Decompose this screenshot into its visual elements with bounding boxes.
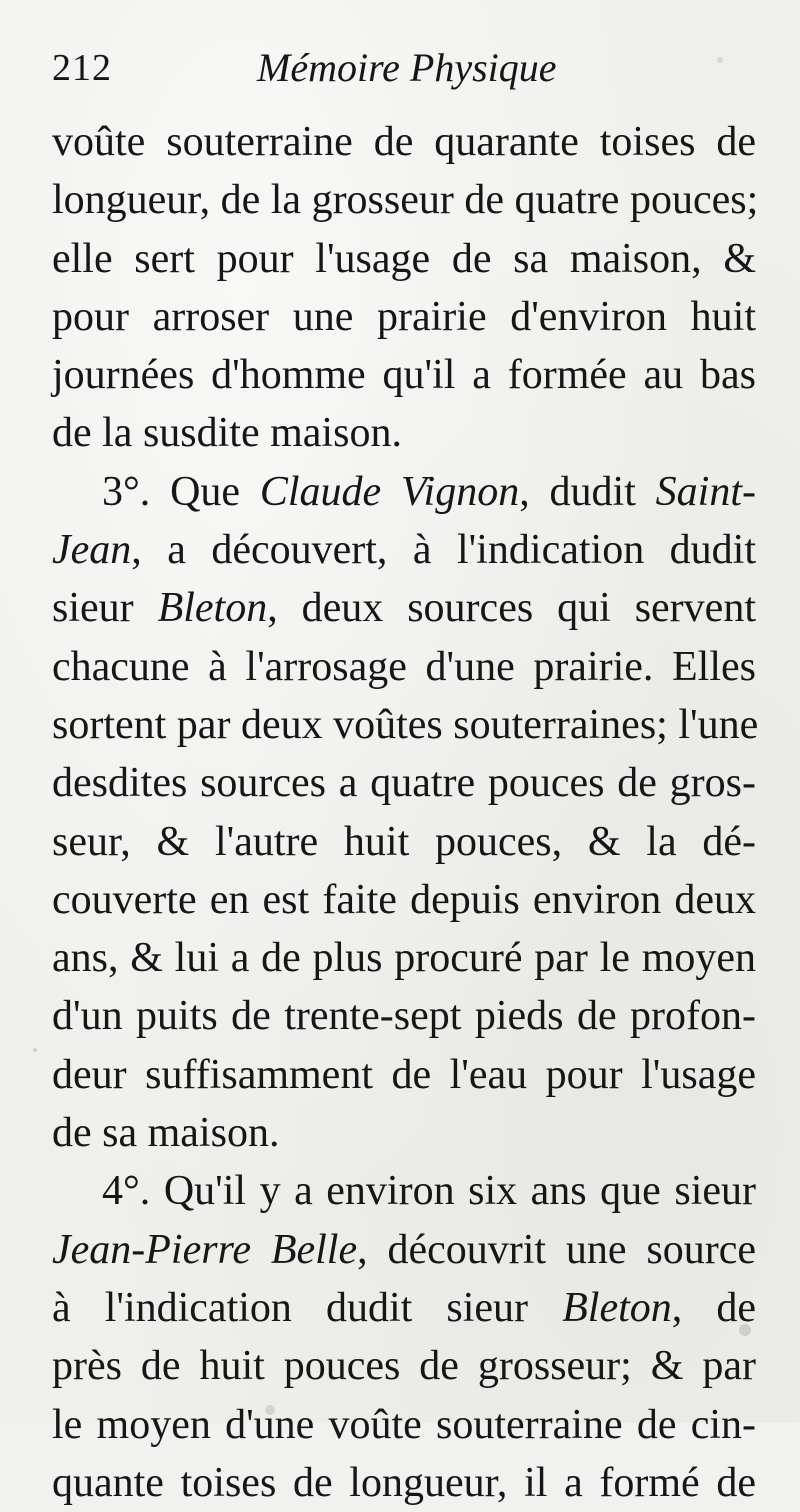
- text-line: [52, 987, 756, 1045]
- text-segment: seur, & l'autre huit pouces, & la dé-: [52, 818, 756, 865]
- text-segment: voûte souterraine de quarante toises de: [52, 119, 756, 165]
- text-segment: chacune à l'arrosage d'une prairie. Elles: [52, 643, 756, 690]
- text-line: [52, 579, 756, 637]
- text-segment: près de huit pouces de grosseur; & par: [52, 1343, 756, 1390]
- page-number: 212: [52, 47, 112, 89]
- text-segment: journées d'homme qu'il a formée au bas: [52, 352, 756, 399]
- running-head: Mémoire Physique: [257, 45, 557, 90]
- text-segment: 3°. Que: [102, 468, 260, 515]
- text-line: [52, 1162, 756, 1220]
- text-line: [52, 1046, 756, 1104]
- text-segment: deur suffisamment de l'eau pour l'usage: [52, 1051, 756, 1098]
- text-segment: , découvrit une source: [357, 1226, 756, 1273]
- text-segment: 4°. Qu'il y a environ six ans que sieur: [102, 1168, 756, 1215]
- text-line: [52, 521, 756, 579]
- italic-name: Claude Vignon: [259, 468, 520, 515]
- text-segment: , a découvert, à l'indication dudit: [131, 527, 756, 574]
- text-segment: , dudit: [519, 468, 656, 515]
- text-segment: desdites sources a quatre pouces de gros-: [52, 760, 756, 807]
- text-segment: , de: [671, 1284, 756, 1331]
- italic-name: Saint-: [655, 468, 756, 515]
- text-segment: ans, & lui a de plus procuré par le moyen: [52, 935, 756, 982]
- text-segment: longueur, de la grosseur de quatre pouces;: [52, 177, 759, 224]
- italic-name: Jean-Pierre Belle: [52, 1226, 358, 1273]
- text-segment: sortent par deux voûtes souterraines; l'une: [52, 701, 759, 748]
- text-line: [52, 230, 756, 288]
- italic-name: Bleton: [562, 1284, 672, 1331]
- text-segment: d'un puits de trente-sept pieds de profon-: [52, 993, 756, 1040]
- text-segment: , deux sources qui servent: [267, 585, 756, 632]
- text-line: [52, 404, 756, 462]
- text-segment: sieur: [52, 585, 158, 632]
- italic-name: Jean: [52, 527, 132, 574]
- text-line: [52, 1104, 756, 1162]
- text-segment: quante toises de longueur, il a formé de: [52, 1459, 756, 1506]
- text-line: [52, 1337, 756, 1395]
- text-segment: le moyen d'une voûte souterraine de cin-: [52, 1401, 756, 1448]
- text-line: [52, 288, 756, 346]
- page-header: [52, 40, 752, 100]
- text-line: [52, 1454, 756, 1512]
- text-segment: à l'indication dudit sieur: [52, 1284, 563, 1331]
- text-line: [52, 1396, 756, 1454]
- text-segment: elle sert pour l'usage de sa maison, &: [52, 235, 756, 282]
- text-line: [52, 171, 759, 229]
- text-line: [52, 696, 759, 754]
- text-line: [52, 929, 756, 987]
- text-line: [52, 113, 756, 171]
- text-line: [52, 463, 756, 521]
- text-line: [52, 638, 756, 696]
- text-line: [52, 813, 756, 871]
- text-line: [52, 1221, 756, 1279]
- text-segment: de la susdite maison.: [52, 410, 402, 457]
- text-line: [52, 871, 756, 929]
- italic-name: Bleton: [157, 585, 268, 632]
- text-line: [52, 754, 756, 812]
- text-line: [52, 346, 756, 404]
- text-line: [52, 1279, 756, 1337]
- text-segment: pour arroser une prairie d'environ huit: [52, 293, 756, 340]
- body-text: [52, 113, 759, 1512]
- text-segment: de sa maison.: [52, 1110, 280, 1157]
- text-segment: couverte en est faite depuis environ deux: [52, 876, 756, 923]
